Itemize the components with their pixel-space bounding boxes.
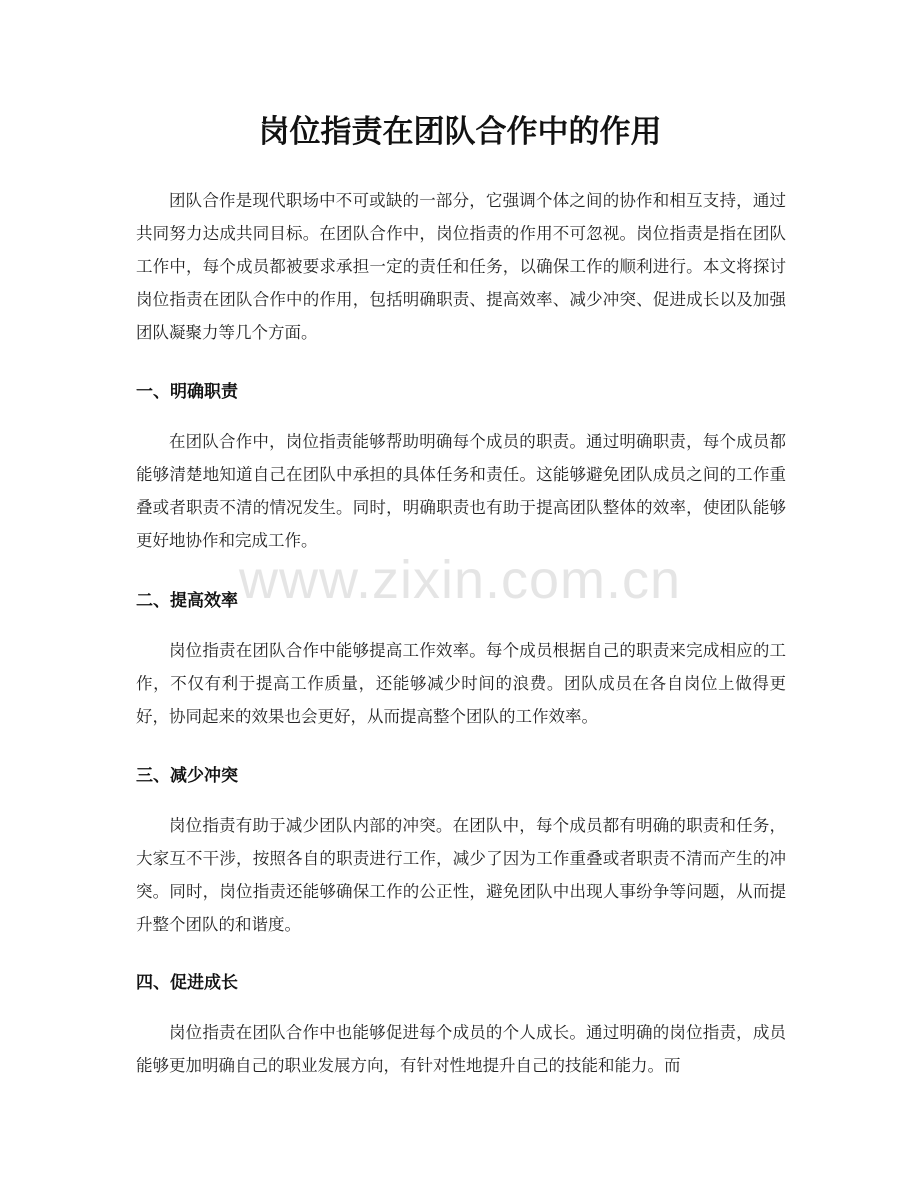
section-body-4: 岗位指责在团队合作中也能够促进每个成员的个人成长。通过明确的岗位指责，成员能够更加明确自己的职业发展方向，有针对性地提升自己的技能和能力。而 xyxy=(136,1023,786,1075)
site-watermark: www.zixin.com.cn xyxy=(238,550,682,610)
section-heading-3: 三、减少冲突 xyxy=(136,766,238,786)
section-body-3: 岗位指责有助于减少团队内部的冲突。在团队中，每个成员都有明确的职责和任务，大家互不干涉，按照各自的职责进行工作，减少了因为工作重叠或者职责不清而产生的冲突。同时，岗位指责还能够确保工作的公正性，避免团队中出现人事纷争等问题，从而提升整个团队的和谐度。 xyxy=(136,816,786,934)
section-heading-4: 四、促进成长 xyxy=(136,973,238,993)
section-body-1: 在团队合作中，岗位指责能够帮助明确每个成员的职责。通过明确职责，每个成员都能够清楚地知道自己在团队中承担的具体任务和责任。这能够避免团队成员之间的工作重叠或者职责不清的情况发生。同时，明确职责也有助于提高团队整体的效率，使团队能够更好地协作和完成工作。 xyxy=(136,432,786,550)
section-body-2: 岗位指责在团队合作中能够提高工作效率。每个成员根据自己的职责来完成相应的工作，不仅有利于提高工作质量，还能够减少时间的浪费。团队成员在各自岗位上做得更好，协同起来的效果也会更好，从而提高整个团队的工作效率。 xyxy=(136,641,786,726)
document-title: 岗位指责在团队合作中的作用 xyxy=(258,114,662,150)
intro-paragraph: 团队合作是现代职场中不可或缺的一部分，它强调个体之间的协作和相互支持，通过共同努力达成共同目标。在团队合作中，岗位指责的作用不可忽视。岗位指责是指在团队工作中，每个成员都被要求承担一定的责任和任务，以确保工作的顺利进行。本文将探讨岗位指责在团队合作中的作用，包括明确职责、提高效率、减少冲突、促进成长以及加强团队凝聚力等几个方面。 xyxy=(136,191,786,342)
section-heading-2: 二、提高效率 xyxy=(136,591,238,611)
section-heading-1: 一、明确职责 xyxy=(136,382,238,402)
